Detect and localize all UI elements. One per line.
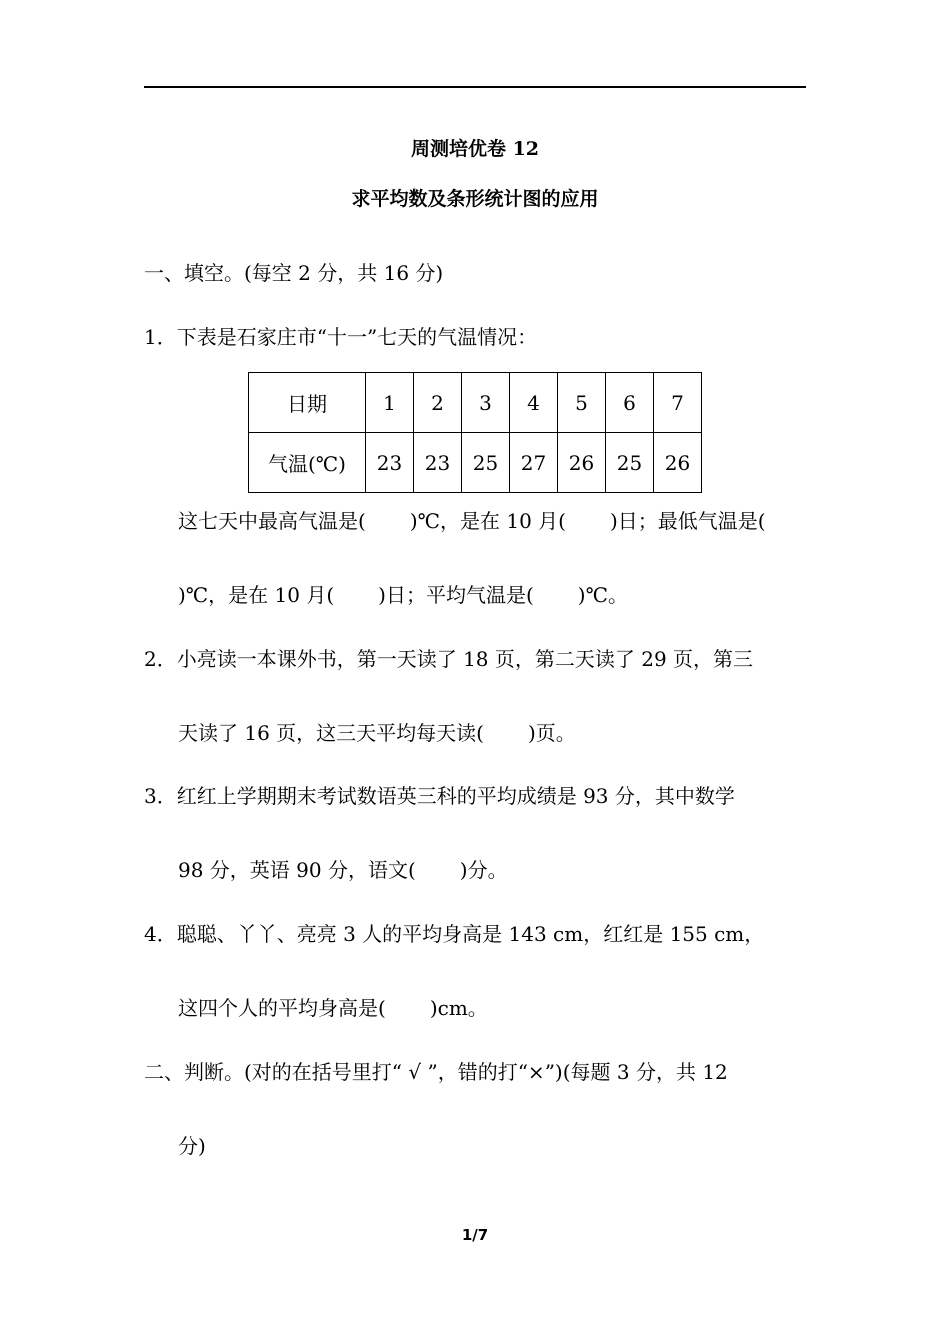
table-cell-temp: 23 (366, 433, 414, 493)
table-cell-temp: 23 (414, 433, 462, 493)
table-cell-day: 6 (606, 373, 654, 433)
question1-line2 (178, 583, 628, 607)
section2-heading: 二、判断。(对的在括号里打“ √ ”，错的打“×”)(每题 3 分，共 12 (144, 1060, 728, 1084)
table-row-dates (249, 373, 702, 433)
section2-heading-cont: 分) (178, 1134, 206, 1158)
table-cell-day: 5 (558, 373, 606, 433)
text-segment: 天读了 16 页，这三天平均每天读( (178, 721, 484, 745)
table-cell-temp-label: 气温(℃) (249, 433, 366, 493)
text-segment: )℃，是在 10 月( (178, 583, 335, 607)
table-cell-day: 2 (414, 373, 462, 433)
page-number: 1/7 (461, 1226, 489, 1244)
page-title: 周测培优卷 12 (410, 138, 540, 160)
table-cell-day: 3 (462, 373, 510, 433)
table-cell-day: 7 (654, 373, 702, 433)
question3-line1: 3．红红上学期期末考试数语英三科的平均成绩是 93 分，其中数学 (144, 784, 735, 808)
text-segment: )日；平均气温是( (378, 583, 534, 607)
question4-line1: 4．聪聪、丫丫、亮亮 3 人的平均身高是 143 cm，红红是 155 cm， (144, 922, 765, 946)
table-cell-temp: 25 (606, 433, 654, 493)
question2-line2 (178, 721, 576, 745)
text-segment: )℃。 (577, 583, 628, 607)
text-segment: )页。 (527, 721, 576, 745)
question3-line2 (178, 858, 508, 882)
question2-line1: 2．小亮读一本课外书，第一天读了 18 页，第二天读了 29 页，第三 (144, 647, 754, 671)
page-subtitle: 求平均数及条形统计图的应用 (351, 188, 599, 210)
table-cell-temp: 26 (654, 433, 702, 493)
table-cell-temp: 27 (510, 433, 558, 493)
text-segment: )℃，是在 10 月( (409, 509, 566, 533)
text-segment: )cm。 (429, 996, 488, 1020)
section1-heading: 一、填空。(每空 2 分，共 16 分) (144, 261, 444, 285)
table-cell-date-label: 日期 (249, 373, 366, 433)
table-row-temps (249, 433, 702, 493)
temperature-table (248, 372, 702, 493)
question1-text: 1．下表是石家庄市“十一”七天的气温情况： (144, 325, 538, 349)
table-cell-day: 1 (366, 373, 414, 433)
text-segment: 98 分，英语 90 分，语文( (178, 858, 416, 882)
question4-line2 (178, 996, 488, 1020)
table-cell-temp: 25 (462, 433, 510, 493)
text-segment: 这七天中最高气温是( (178, 509, 366, 533)
text-segment: )分。 (459, 858, 508, 882)
text-segment: )日；最低气温是( (609, 509, 766, 533)
text-segment: 这四个人的平均身高是( (178, 996, 386, 1020)
table-cell-day: 4 (510, 373, 558, 433)
header-rule (144, 86, 806, 88)
table-cell-temp: 26 (558, 433, 606, 493)
question1-line1 (178, 509, 766, 533)
